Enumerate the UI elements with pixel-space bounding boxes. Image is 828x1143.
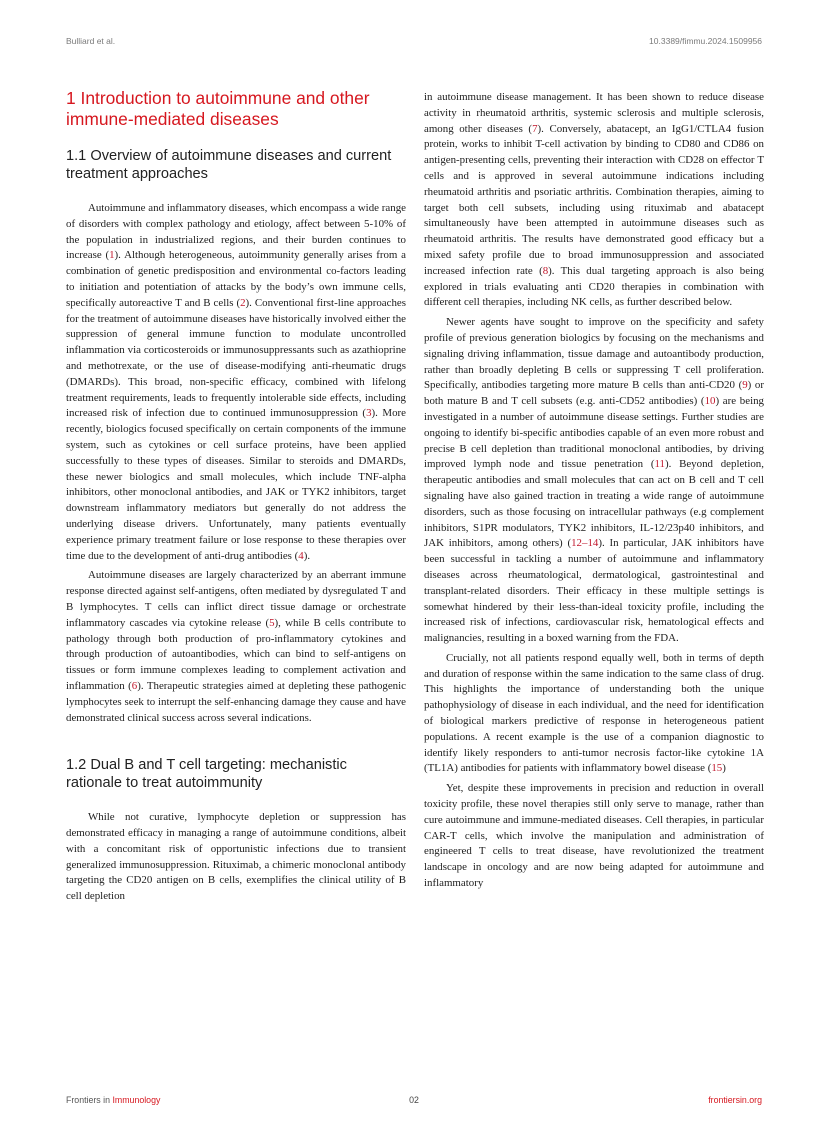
footer-website-link[interactable]: frontiersin.org <box>708 1095 762 1105</box>
left-column <box>66 88 406 905</box>
citation-link[interactable]: 15 <box>711 762 723 775</box>
citation-link[interactable]: 9 <box>742 379 748 392</box>
body-paragraph: Yet, despite these improvements in precision and reduction in overall toxicity profile, these novel therapies still only serve to manage, rather than cure autoimmune and immune-mediated diseases. Cell therapies, in particular CAR-T cells, which involve the manipulation and administration of engineered T cells to treat disease, have revolutionized the treatment landscape in oncology and are now being adapted for autoimmune and inflammatory <box>424 782 764 890</box>
body-paragraph: in autoimmune disease management. It has been shown to reduce disease activity in rheumatoid arthritis, systemic sclerosis and multiple sclerosis, among other diseases (7). Conversely, abatacept, an IgG1/CTLA4 fusion protein, works to inhibit T-cell activation by binding to CD80 and CD86 on antigen-presenting cells, preventing their interaction with CD28 on effector T cells and is approved in several autoimmune indications including rheumatoid arthritis and psoriatic arthritis. Combination therapies, aiming to target both cell subsets, including using rituximab and abatacept simultaneously have been attempted in autoimmune diseases such as rheumatoid arthritis. The results have demonstrated good efficacy but a mixed safety profile due to broad immunosuppression and associated increased infection rate (8). This dual targeting approach is also being explored in trials evaluating anti CD20 therapies in combination with different cell therapies, including NK cells, as further described below. <box>424 91 764 309</box>
body-paragraph: Crucially, not all patients respond equally well, both in terms of depth and duration of response within the same indication to the same class of drug. This highlights the importance of understanding both the unique pathophysiology of disease in each individual, and the need for identification of biological markers predictive of response in heterogeneous patient populations. A recent example is the use of a companion diagnostic to identify likely responders to anti-tumor necrosis factor-like cytokine 1A (TL1A) antibodies for patients with inflammatory bowel disease (15) <box>424 651 764 775</box>
citation-link[interactable]: 8 <box>542 264 549 277</box>
citation-link[interactable]: 6 <box>131 679 138 692</box>
citation-link[interactable]: 4 <box>298 549 304 562</box>
header-doi[interactable]: 10.3389/fimmu.2024.1509956 <box>649 36 762 46</box>
header-authors: Bulliard et al. <box>66 36 116 46</box>
running-header <box>66 36 762 50</box>
page-footer <box>66 1095 762 1109</box>
citation-link[interactable]: 7 <box>532 122 538 135</box>
subsection-2-title: 1.2 Dual B and T cell targeting: mechanistic rationale to treat autoimmunity <box>66 757 347 792</box>
citation-link[interactable]: 10 <box>704 395 716 408</box>
subsection-1-title: 1.1 Overview of autoimmune diseases and current treatment approaches <box>66 148 392 182</box>
body-paragraph: While not curative, lymphocyte depletion or suppression has demonstrated efficacy in managing a range of autoimmune conditions, albeit with a concomitant risk of opportunistic infections due to transient generalized immunosuppression. Rituximab, a chimeric monoclonal antibody targeting the CD20 antigen on B cells, exemplifies the clinical utility of B cell depletion <box>66 811 406 903</box>
citation-link[interactable]: 2 <box>240 296 246 309</box>
citation-link[interactable]: 3 <box>366 407 372 420</box>
body-paragraph: Autoimmune and inflammatory diseases, which encompass a wide range of disorders with complex pathology and etiology, affect between 5-10% of the population in industrialized regions, and their burden continues to increase (1). Although heterogeneous, autoimmunity generally arises from a combination of genetic predisposition and environmental co-factors leading to initiation and potentiation of attacks by the body’s own immune cells, specifically autoreactive T and B cells (2). Conventional first-line approaches for the treatment of autoimmune diseases have historically involved either the suppression of general immune function to modulate uncontrolled inflammation via corticosteroids or immunosuppressants such as azathioprine and methotrexate, or the use of disease-modifying anti-rheumatic drugs (DMARDs). This broad, non-specific efficacy, combined with lifelong treatment requirements, leads to frequently intolerable side effects, including increased risk of infection due to continued immunosuppression (3). More recently, biologics focused specifically on certain components of the immune system, such as cytokines or cell surface proteins, have been applied successfully to these types of diseases. Similar to steroids and DMARDs, these newer biologics and small molecules, which include TNF-alpha inhibitors, other monoclonal antibodies, and JAK or TYK2 inhibitors, target downstream inflammatory mediators but generally do not address the underlying disease drivers. Unfortunately, many patients eventually experience primary treatment failure or lose response to these therapies over time due to the development of anti-drug antibodies (4). <box>66 202 406 562</box>
section-title: 1 Introduction to autoimmune and other immune-mediated diseases <box>66 88 370 129</box>
section-gap <box>66 726 406 756</box>
citation-link[interactable]: 12–14 <box>571 537 599 550</box>
body-paragraph: Autoimmune diseases are largely characterized by an aberrant immune response directed against self-antigens, often mediated by dysregulated T and B lymphocytes. T cells can inflict direct tissue damage or orchestrate inflammatory cascades via cytokine release (5), while B cells contribute to pathology through both production of pro-inflammatory cytokines and through production of autoantibodies, which can bind to self-antigens on tissues or form immune complexes leading to complement activation and inflammation (6). Therapeutic strategies aimed at depleting these pathogenic lymphocytes seek to interrupt the self-enhancing damage they cause and have demonstrated clinical success across several indications. <box>66 569 406 724</box>
right-column <box>424 90 764 892</box>
citation-link[interactable]: 5 <box>269 616 275 629</box>
page-number: 02 <box>409 1095 419 1105</box>
body-paragraph: Newer agents have sought to improve on the specificity and safety profile of previous generation biologics by focusing on the mechanisms and signaling driving inflammation, tissue damage and autoantibody production, rather than broadly depleting B cells or suppressing T cell proliferation. Specifically, antibodies targeting more mature B cells than anti-CD20 (9) or both mature B and T cell subsets (e.g. anti-CD52 antibodies) (10) are being investigated in a number of autoimmune disease settings. Further studies are ongoing to identify bi-specific antibodies capable of an even more robust and precise B cell depletion than traditional monoclonal antibodies, by driving improved lymph node and tissue penetration (11). Beyond depletion, therapeutic antibodies and small molecules that can act on B cell and T cell signaling have also gained traction in treating a wide range of autoimmune disorders, such as those focusing on intracellular pathways (e.g complement inhibitors, S1PR modulators, TYK2 inhibitors, IL-12/23p40 inhibitors, and JAK inhibitors, among others) (12–14). In particular, JAK inhibitors have been successful in tackling a number of autoimmune and inflammatory diseases across rheumatological, dermatological, gastrointestinal and transplant-related disorders. Their efficacy in these multiple settings is somewhat hindered by their less-than-ideal toxicity profile, including the increased risk of infections, cardiovascular risk, hematological effects and malignancies, resulting in a boxed warning from the FDA. <box>424 316 765 645</box>
footer-journal[interactable]: Frontiers in Immunology <box>66 1095 161 1105</box>
citation-link[interactable]: 11 <box>654 458 665 471</box>
citation-link[interactable]: 1 <box>109 249 115 262</box>
